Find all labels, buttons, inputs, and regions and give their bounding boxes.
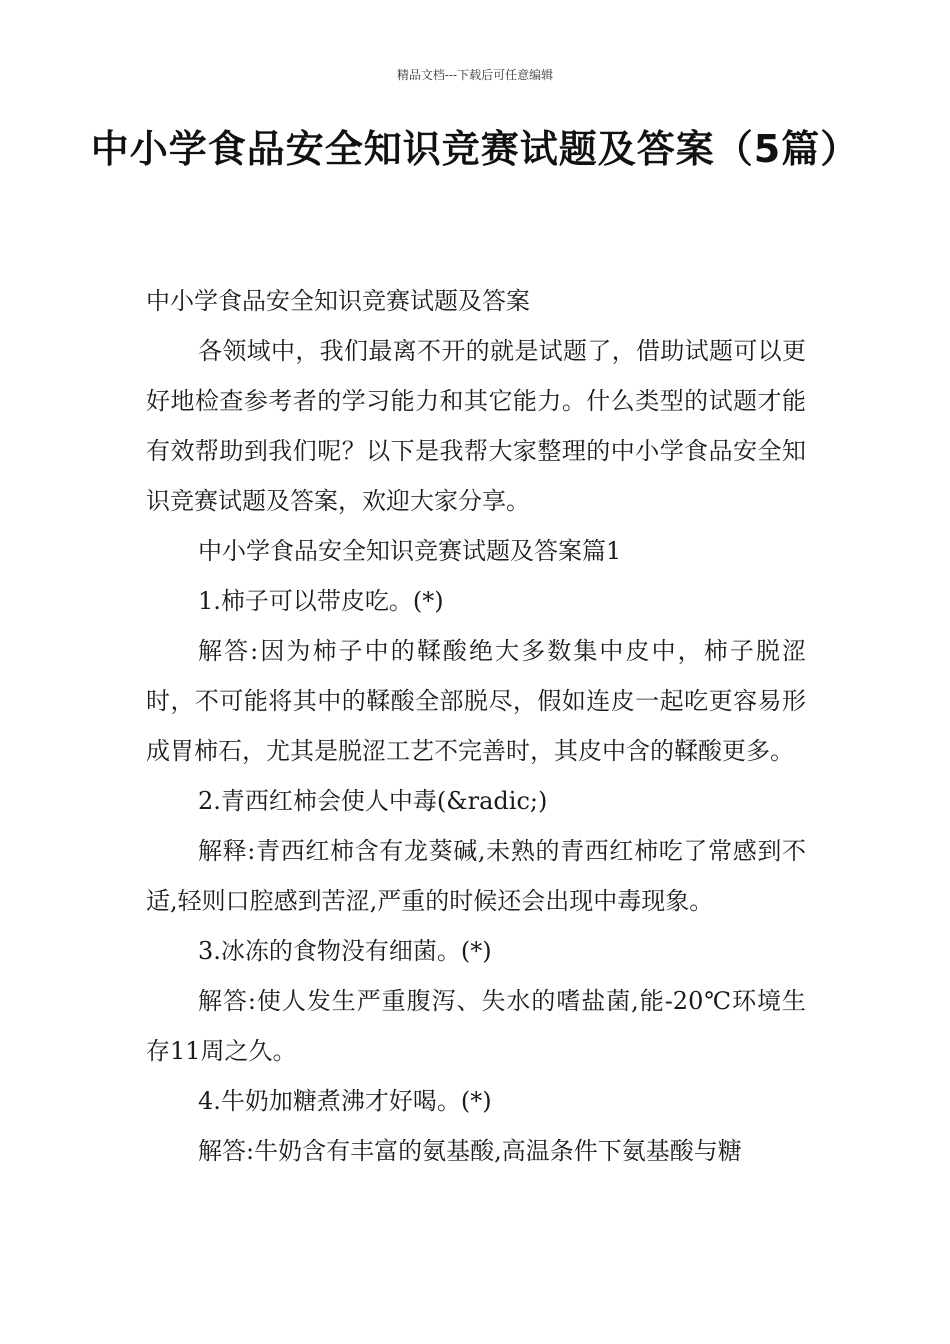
document-body: [146, 276, 806, 1176]
intro-paragraph: 各领域中，我们最离不开的就是试题了，借助试题可以更好地检查参考者的学习能力和其它能力。什么类型的试题才能有效帮助到我们呢？以下是我帮大家整理的中小学食品安全知识竞赛试题及答案，欢迎大家分享。: [146, 337, 806, 515]
question-1: 1.柿子可以带皮吃。(*): [198, 587, 444, 615]
question-2: 2.青西红柿会使人中毒(&radic;): [198, 787, 548, 815]
section-heading: 中小学食品安全知识竞赛试题及答案: [146, 287, 530, 315]
question-3: 3.冰冻的食物没有细菌。(*): [198, 937, 492, 965]
answer-2: 解释:青西红柿含有龙葵碱,未熟的青西红柿吃了常感到不适,轻则口腔感到苦涩,严重的时候还会出现中毒现象。: [146, 837, 806, 915]
answer-4: 解答:牛奶含有丰富的氨基酸,高温条件下氨基酸与糖: [198, 1137, 742, 1165]
header-note: 精品文档---下载后可任意编辑: [396, 68, 554, 82]
document-title: 中小学食品安全知识竞赛试题及答案（5篇）: [90, 127, 860, 171]
chapter-heading: 中小学食品安全知识竞赛试题及答案篇1: [198, 537, 622, 565]
answer-1: 解答:因为柿子中的鞣酸绝大多数集中皮中，柿子脱涩时，不可能将其中的鞣酸全部脱尽，假如连皮一起吃更容易形成胃柿石，尤其是脱涩工艺不完善时，其皮中含的鞣酸更多。: [146, 637, 806, 765]
answer-3: 解答:使人发生严重腹泻、失水的嗜盐菌,能-20℃环境生存11周之久。: [146, 987, 806, 1065]
question-4: 4.牛奶加糖煮沸才好喝。(*): [198, 1087, 492, 1115]
